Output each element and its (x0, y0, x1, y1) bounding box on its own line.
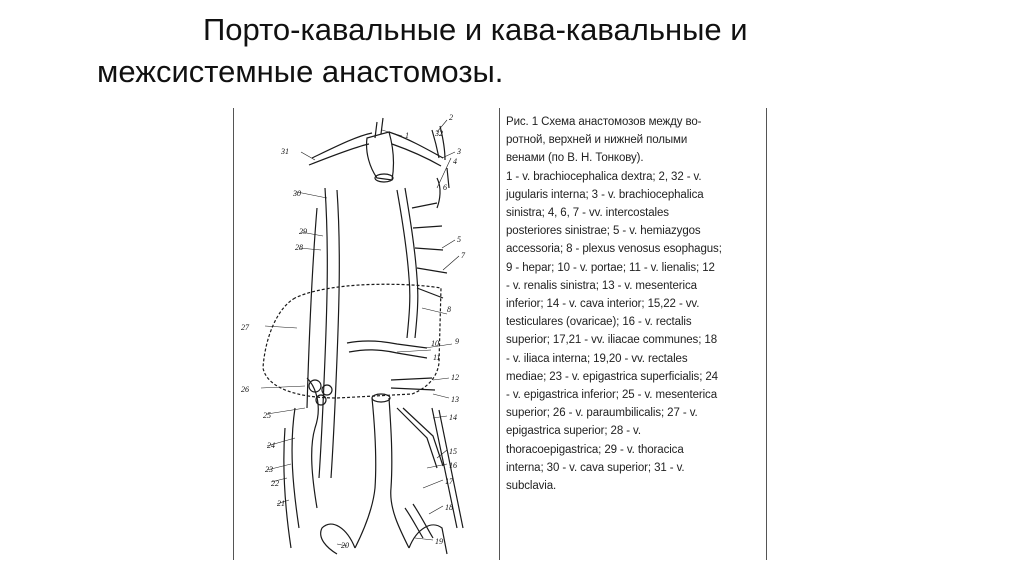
caption-line: - v. renalis sinistra; 13 - v. mesenterica (506, 279, 697, 292)
label-15: 15 (449, 447, 457, 456)
label-24: 24 (267, 441, 275, 450)
caption-line: superior; 17,21 - vv. iliacae communes; 18 (506, 334, 717, 347)
caption-line: Рис. 1 Схема анастомозов между во- (506, 116, 702, 128)
label-6: 6 (443, 183, 447, 192)
label-31: 31 (281, 147, 289, 156)
caption-line: - v. epigastrica inferior; 25 - v. mesenterica (506, 389, 717, 402)
label-1: 1 (405, 131, 409, 140)
label-16: 16 (449, 461, 457, 470)
divider-middle (499, 108, 500, 560)
label-7: 7 (461, 251, 465, 260)
figure-caption (506, 113, 766, 495)
label-19: 19 (435, 537, 443, 546)
label-2: 2 (449, 113, 453, 122)
caption-line: венами (по В. Н. Тонкову). (506, 152, 644, 165)
caption-line: jugularis interna; 3 - v. brachiocephalica (506, 188, 704, 201)
label-22: 22 (271, 479, 279, 488)
label-3: 3 (457, 147, 461, 156)
caption-line: inferior; 14 - v. cava interior; 15,22 - vv. (506, 298, 700, 311)
label-17: 17 (445, 477, 453, 486)
caption-line: thoracoepigastrica; 29 - v. thoracica (506, 443, 684, 456)
slide-title-line-2: межсистемные анастомозы. (97, 54, 504, 89)
label-21: 21 (277, 499, 285, 508)
label-20: 20 (341, 541, 349, 550)
label-26: 26 (241, 385, 249, 394)
label-29: 29 (299, 227, 307, 236)
caption-line: - v. iliaca interna; 19,20 - vv. rectales (506, 352, 688, 365)
label-5: 5 (457, 235, 461, 244)
venous-anastomoses-diagram (237, 108, 499, 560)
caption-line: epigastrica superior; 28 - v. (506, 425, 641, 438)
caption-line: 1 - v. brachiocephalica dextra; 2, 32 - v. (506, 170, 702, 183)
caption-line: subclavia. (506, 480, 557, 493)
caption-line: posteriores sinistrae; 5 - v. hemiazygos (506, 225, 701, 238)
label-9: 9 (455, 337, 459, 346)
label-28: 28 (295, 243, 303, 252)
label-14: 14 (449, 413, 457, 422)
label-11: 11 (433, 353, 441, 362)
label-32: 32 (435, 129, 443, 138)
slide-title-line-1: Порто-кавальные и кава-кавальные и (203, 12, 748, 47)
label-8: 8 (447, 305, 451, 314)
caption-line: 9 - hepar; 10 - v. portae; 11 - v. lienalis; 12 (506, 261, 715, 274)
caption-line: superior; 26 - v. paraumbilicalis; 27 - v. (506, 407, 698, 420)
label-12: 12 (451, 373, 459, 382)
label-10: 10 (431, 339, 439, 348)
caption-line: sinistra; 4, 6, 7 - vv. intercostales (506, 207, 669, 220)
caption-line: accessoria; 8 - plexus venosus esophagus; (506, 243, 722, 256)
label-30: 30 (293, 189, 301, 198)
label-4: 4 (453, 157, 457, 166)
divider-right (766, 108, 767, 560)
label-27: 27 (241, 323, 249, 332)
label-23: 23 (265, 465, 273, 474)
caption-line: interna; 30 - v. cava superior; 31 - v. (506, 461, 685, 474)
caption-line: ротной, верхней и нижней полыми (506, 134, 688, 147)
label-18: 18 (445, 503, 453, 512)
divider-left (233, 108, 234, 560)
label-13: 13 (451, 395, 459, 404)
caption-line: mediae; 23 - v. epigastrica superficialis; 24 (506, 370, 718, 383)
caption-line: testiculares (ovaricae); 16 - v. rectalis (506, 316, 692, 329)
label-25: 25 (263, 411, 271, 420)
